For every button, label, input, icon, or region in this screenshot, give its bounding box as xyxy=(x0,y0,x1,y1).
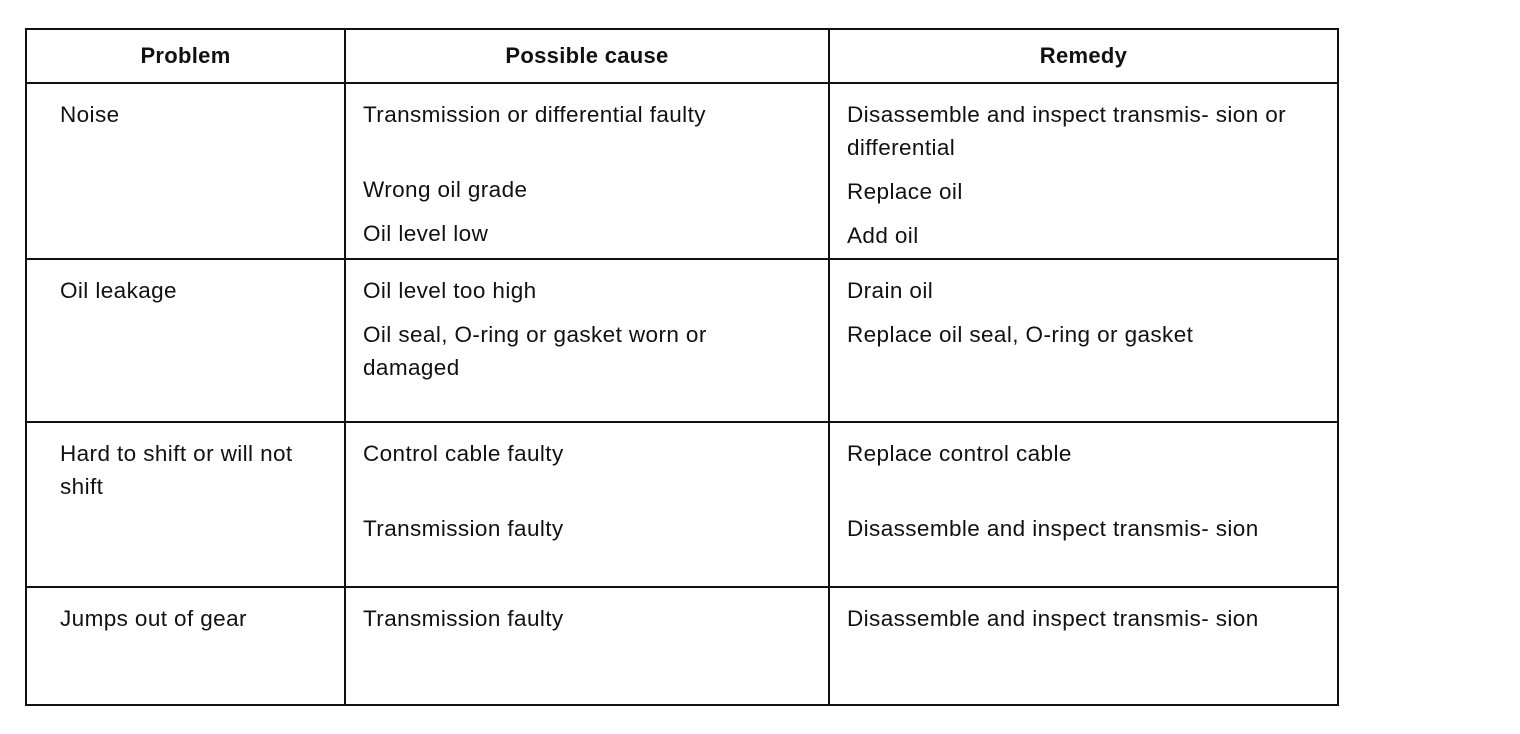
cause-text: Wrong oil grade xyxy=(363,177,528,202)
header-row xyxy=(27,30,1337,83)
cause-text: Oil level too high xyxy=(363,278,537,303)
cause-text: Oil level low xyxy=(363,221,489,246)
problem-text: Jumps out of gear xyxy=(60,606,247,631)
problem-cell xyxy=(27,422,345,587)
cause-cell xyxy=(345,587,829,704)
remedy-text: Disassemble and inspect transmis- sion xyxy=(847,516,1259,541)
remedy-text: Disassemble and inspect transmis- sion xyxy=(847,606,1259,631)
problem-text: Oil leakage xyxy=(60,278,177,303)
troubleshooting-table xyxy=(25,28,1339,706)
problem-text: Hard to shift or will not shift xyxy=(60,441,293,499)
cause-text: Oil seal, O-ring or gasket worn or damaged xyxy=(363,322,707,380)
cause-text: Transmission faulty xyxy=(363,516,564,541)
column-header-problem: Problem xyxy=(27,30,345,83)
table-row xyxy=(27,83,1337,259)
problem-cell xyxy=(27,259,345,422)
troubleshooting-grid xyxy=(27,30,1337,704)
remedy-text: Replace control cable xyxy=(847,441,1072,466)
remedy-text: Disassemble and inspect transmis- sion or differential xyxy=(847,102,1287,160)
remedy-cell xyxy=(829,83,1337,259)
remedy-text: Add oil xyxy=(847,223,919,248)
column-header-cause: Possible cause xyxy=(345,30,829,83)
remedy-cell xyxy=(829,259,1337,422)
problem-cell xyxy=(27,587,345,704)
cause-cell xyxy=(345,259,829,422)
column-header-remedy: Remedy xyxy=(829,30,1337,83)
cause-cell xyxy=(345,83,829,259)
remedy-cell xyxy=(829,422,1337,587)
remedy-text: Replace oil xyxy=(847,179,963,204)
problem-cell xyxy=(27,83,345,259)
table-row xyxy=(27,422,1337,587)
cause-text: Transmission faulty xyxy=(363,606,564,631)
remedy-text: Drain oil xyxy=(847,278,934,303)
table-row xyxy=(27,587,1337,704)
cause-text: Control cable faulty xyxy=(363,441,564,466)
remedy-text: Replace oil seal, O-ring or gasket xyxy=(847,322,1194,347)
table-row xyxy=(27,259,1337,422)
remedy-cell xyxy=(829,587,1337,704)
problem-text: Noise xyxy=(60,102,120,127)
cause-text: Transmission or differential faulty xyxy=(363,102,706,127)
cause-cell xyxy=(345,422,829,587)
